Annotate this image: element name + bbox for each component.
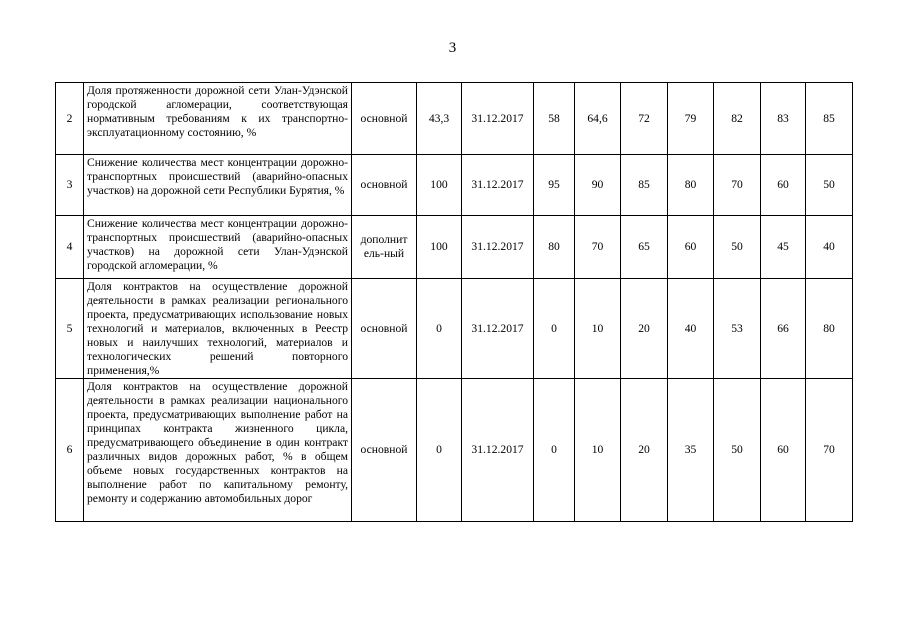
row-number: 5	[56, 279, 84, 379]
period-value: 70	[806, 379, 853, 522]
period-value: 82	[714, 83, 761, 155]
period-value: 83	[761, 83, 806, 155]
table-row	[56, 279, 853, 379]
period-value: 50	[806, 155, 853, 216]
period-value: 53	[714, 279, 761, 379]
period-value: 85	[806, 83, 853, 155]
period-value: 70	[575, 216, 621, 279]
base-date: 31.12.2017	[462, 83, 534, 155]
period-value: 20	[621, 379, 668, 522]
period-value: 50	[714, 379, 761, 522]
indicator-type: основной	[352, 83, 417, 155]
base-date: 31.12.2017	[462, 379, 534, 522]
period-value: 79	[668, 83, 714, 155]
table-row	[56, 155, 853, 216]
row-number: 6	[56, 379, 84, 522]
indicator-description: Доля контрактов на осуществление дорожной деятельности в рамках реализации национального проекта, предусматривающих выполнение работ на принципах контракта жизненного цикла, предусматривающего объединение в один контракт различных видов дорожных работ, % в общем объеме новых государственных контрактов на выполнение работ по капитальному ремонту, ремонту и содержанию автомобильных дорог	[84, 379, 352, 522]
base-value: 0	[417, 279, 462, 379]
period-value: 70	[714, 155, 761, 216]
period-value: 20	[621, 279, 668, 379]
period-value: 40	[806, 216, 853, 279]
period-value: 50	[714, 216, 761, 279]
indicator-type: дополнит ель-ный	[352, 216, 417, 279]
indicator-description: Доля контрактов на осуществление дорожной деятельности в рамках реализации регионального проекта, предусматривающих использование новых технологий и материалов, включенных в Реестр новых и наилучших технологий, материалов и технологических решений повторного применения,%	[84, 279, 352, 379]
table-row	[56, 216, 853, 279]
indicator-type: основной	[352, 279, 417, 379]
period-value: 90	[575, 155, 621, 216]
period-value: 80	[806, 279, 853, 379]
base-value: 100	[417, 155, 462, 216]
base-date: 31.12.2017	[462, 279, 534, 379]
row-number: 2	[56, 83, 84, 155]
table-row	[56, 83, 853, 155]
period-value: 60	[761, 155, 806, 216]
indicator-description: Снижение количества мест концентрации дорожно-транспортных происшествий (аварийно-опасных участков) на дорожной сети Республики Бурятия, %	[84, 155, 352, 216]
indicator-description: Доля протяженности дорожной сети Улан-Удэнской городской агломерации, соответствующая нормативным требованиям к их транспортно-эксплуатационному состоянию, %	[84, 83, 352, 155]
indicators-table	[55, 82, 853, 522]
base-date: 31.12.2017	[462, 155, 534, 216]
base-value: 0	[417, 379, 462, 522]
period-value: 64,6	[575, 83, 621, 155]
period-value: 85	[621, 155, 668, 216]
period-value: 0	[534, 379, 575, 522]
row-number: 4	[56, 216, 84, 279]
period-value: 60	[668, 216, 714, 279]
period-value: 66	[761, 279, 806, 379]
indicator-description: Снижение количества мест концентрации дорожно-транспортных происшествий (аварийно-опасных участков) на дорожной сети Улан-Удэнской городской агломерации, %	[84, 216, 352, 279]
indicator-type: основной	[352, 379, 417, 522]
period-value: 95	[534, 155, 575, 216]
period-value: 40	[668, 279, 714, 379]
base-value: 100	[417, 216, 462, 279]
base-date: 31.12.2017	[462, 216, 534, 279]
indicator-type: основной	[352, 155, 417, 216]
period-value: 0	[534, 279, 575, 379]
period-value: 10	[575, 279, 621, 379]
period-value: 58	[534, 83, 575, 155]
period-value: 10	[575, 379, 621, 522]
period-value: 60	[761, 379, 806, 522]
period-value: 45	[761, 216, 806, 279]
row-number: 3	[56, 155, 84, 216]
period-value: 35	[668, 379, 714, 522]
table-row	[56, 379, 853, 522]
period-value: 65	[621, 216, 668, 279]
period-value: 72	[621, 83, 668, 155]
page-number: 3	[448, 40, 457, 56]
period-value: 80	[668, 155, 714, 216]
period-value: 80	[534, 216, 575, 279]
base-value: 43,3	[417, 83, 462, 155]
